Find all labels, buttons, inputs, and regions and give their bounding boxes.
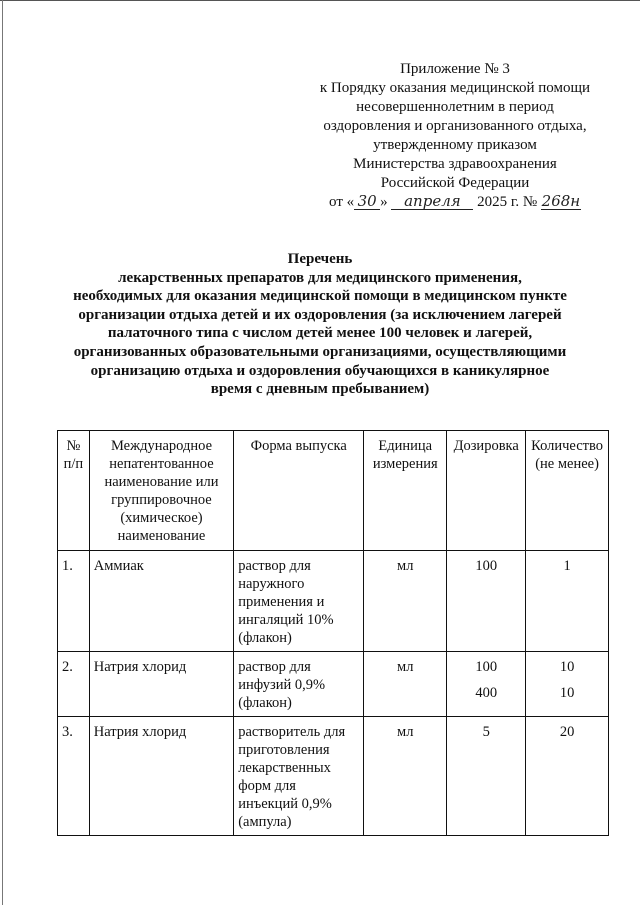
header-form: Форма выпуска — [234, 431, 364, 551]
title-line-3: организации отдыха детей и их оздоровления (за исключением лагерей — [78, 306, 562, 323]
title-line-6: организацию отдыха и оздоровления обучающихся в каникулярное — [90, 362, 550, 379]
date-prefix: от « — [329, 194, 355, 210]
row-dose — [447, 551, 526, 652]
appendix-line-3: несовершеннолетним в период — [356, 99, 554, 115]
appendix-line-7: Российской Федерации — [380, 175, 530, 191]
handwritten-day: 30 — [354, 193, 380, 210]
title-line-1: лекарственных препаратов для медицинского применения, — [118, 269, 522, 286]
handwritten-order-number: 268н — [541, 192, 581, 210]
title-line-7: время с дневным пребыванием) — [210, 381, 430, 398]
dose-value: 100 — [475, 558, 498, 574]
row-num: 3. — [58, 717, 90, 836]
appendix-line-1: Приложение № 3 — [400, 61, 510, 77]
dose-value: 400 — [475, 685, 498, 701]
order-date-line — [300, 193, 610, 212]
row-qty — [526, 551, 609, 652]
dose-value: 100 — [475, 659, 498, 675]
row-unit: мл — [364, 652, 447, 717]
row-unit: мл — [364, 551, 447, 652]
page-top-edge — [0, 0, 640, 1]
row-dose — [447, 652, 526, 717]
row-num: 2. — [58, 652, 90, 717]
row-form: раствор для инфузий 0,9% (флакон) — [234, 652, 364, 717]
table-row — [58, 652, 609, 717]
qty-value: 1 — [563, 558, 571, 574]
page-left-edge — [2, 0, 3, 905]
header-name: Международное непатентованное наименование или группировочное (химическое) наименование — [89, 431, 233, 551]
appendix-line-2: к Порядку оказания медицинской помощи — [319, 80, 591, 96]
row-name: Натрия хлорид — [89, 717, 233, 836]
table-header-row — [58, 431, 609, 551]
row-form: растворитель для приготовления лекарственных форм для инъекций 0,9% (ампула) — [234, 717, 364, 836]
row-name: Аммиак — [89, 551, 233, 652]
document-title — [60, 250, 580, 399]
header-num: № п/п — [58, 431, 90, 551]
appendix-line-6: Министерства здравоохранения — [353, 156, 557, 172]
table-row — [58, 717, 609, 836]
row-name: Натрия хлорид — [89, 652, 233, 717]
title-heading: Перечень — [287, 251, 353, 267]
date-year: 2025 г. № — [477, 194, 538, 210]
header-unit: Единица измерения — [364, 431, 447, 551]
medicines-table — [57, 430, 609, 836]
title-line-4: палаточного типа с числом детей менее 100 человек и лагерей, — [107, 325, 533, 342]
date-mid: » — [380, 194, 388, 210]
row-qty — [526, 652, 609, 717]
row-num: 1. — [58, 551, 90, 652]
appendix-block — [300, 60, 610, 212]
title-line-2: необходимых для оказания медицинской помощи в медицинском пункте — [73, 288, 567, 305]
row-dose — [447, 717, 526, 836]
qty-value: 10 — [559, 685, 575, 701]
table-row — [58, 551, 609, 652]
row-qty — [526, 717, 609, 836]
header-qty: Количество (не менее) — [526, 431, 609, 551]
qty-value: 10 — [559, 659, 575, 675]
dose-value: 5 — [482, 724, 490, 740]
header-dose: Дозировка — [447, 431, 526, 551]
handwritten-month: апреля — [391, 193, 473, 210]
row-form: раствор для наружного применения и ингаляций 10% (флакон) — [234, 551, 364, 652]
row-unit: мл — [364, 717, 447, 836]
appendix-line-4: оздоровления и организованного отдыха, — [323, 118, 587, 134]
title-line-5: организованных образовательными организациями, осуществляющими — [73, 343, 567, 360]
qty-value: 20 — [559, 724, 575, 740]
appendix-line-5: утвержденному приказом — [373, 137, 537, 153]
